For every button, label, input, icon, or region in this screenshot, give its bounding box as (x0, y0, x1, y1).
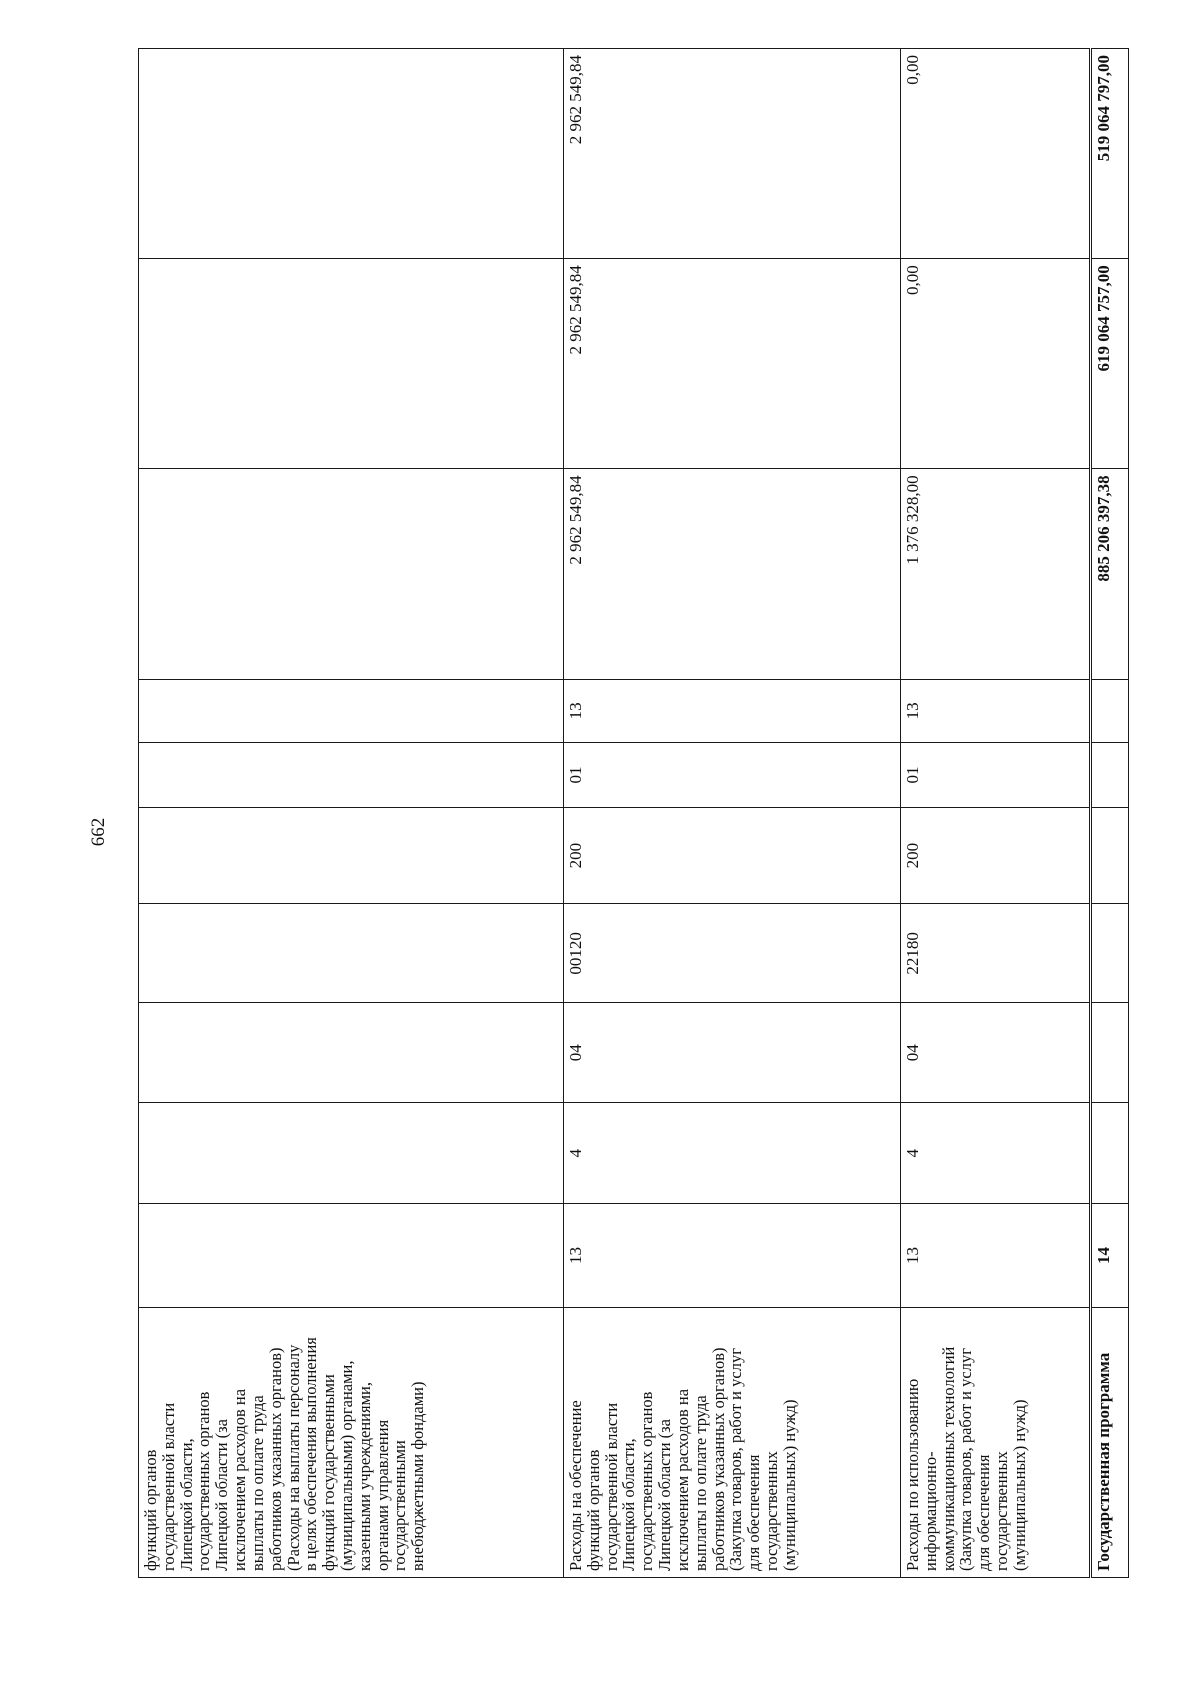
total-amount-cell: 519 064 797,00 (1091, 49, 1129, 259)
budget-table (138, 48, 1129, 1578)
code-cell: 13 (901, 679, 1091, 743)
amount-cell: 0,00 (901, 49, 1091, 259)
total-name-cell: Государственная программа (1091, 1307, 1129, 1577)
page-number: 662 (88, 817, 109, 847)
code-cell (139, 1103, 564, 1204)
amount-cell (139, 259, 564, 469)
total-amount-cell: 619 064 757,00 (1091, 259, 1129, 469)
code-cell: 04 (564, 1003, 901, 1103)
empty-cell (1091, 743, 1129, 808)
code-cell (139, 679, 564, 743)
code-cell: 22180 (901, 904, 1091, 1003)
table-row (564, 49, 901, 1578)
empty-cell (1091, 1103, 1129, 1204)
amount-cell: 2 962 549,84 (564, 469, 901, 679)
table-row (139, 49, 564, 1578)
code-cell: 200 (901, 807, 1091, 904)
code-cell: 13 (564, 1204, 901, 1307)
code-cell: 00120 (564, 904, 901, 1003)
code-cell: 01 (901, 743, 1091, 808)
code-cell: 04 (901, 1003, 1091, 1103)
table-row (901, 49, 1091, 1578)
amount-cell (139, 469, 564, 679)
total-code-cell: 14 (1091, 1204, 1129, 1307)
row-name-cell: функций органов государственной власти Липецкой области, государственных органов Липецкой области (за исключением расходов на выплаты по оплате труда работников указанных органов) (Расходы на выплаты персоналу в целях обеспечения выполнения функций государственными (муниципальными) органами, казенными учреждениями, органами управления государственными внебюджетными фондами) (139, 1307, 564, 1577)
total-row (1091, 49, 1129, 1578)
amount-cell (139, 49, 564, 259)
total-amount-cell: 885 206 397,38 (1091, 469, 1129, 679)
amount-cell: 1 376 328,00 (901, 469, 1091, 679)
code-cell: 13 (901, 1204, 1091, 1307)
code-cell: 01 (564, 743, 901, 808)
row-name-cell: Расходы на обеспечение функций органов государственной власти Липецкой области, государственных органов Липецкой области (за исключением расходов на выплаты по оплате труда работников указанных органов) (Закупка товаров, работ и услуг для обеспечения государственных (муниципальных) нужд) (564, 1307, 901, 1577)
code-cell: 200 (564, 807, 901, 904)
code-cell: 13 (564, 679, 901, 743)
code-cell (139, 904, 564, 1003)
amount-cell: 0,00 (901, 259, 1091, 469)
code-cell: 4 (564, 1103, 901, 1204)
code-cell: 4 (901, 1103, 1091, 1204)
code-cell (139, 1204, 564, 1307)
amount-cell: 2 962 549,84 (564, 259, 901, 469)
row-name-cell: Расходы по использованию информационно- коммуникационных технологий (Закупка товаров, работ и услуг для обеспечения государственных (муниципальных) нужд) (901, 1307, 1091, 1577)
code-cell (139, 807, 564, 904)
empty-cell (1091, 679, 1129, 743)
amount-cell: 2 962 549,84 (564, 49, 901, 259)
code-cell (139, 743, 564, 808)
code-cell (139, 1003, 564, 1103)
empty-cell (1091, 807, 1129, 904)
rotated-table-container (138, 48, 1113, 1578)
empty-cell (1091, 904, 1129, 1003)
empty-cell (1091, 1003, 1129, 1103)
